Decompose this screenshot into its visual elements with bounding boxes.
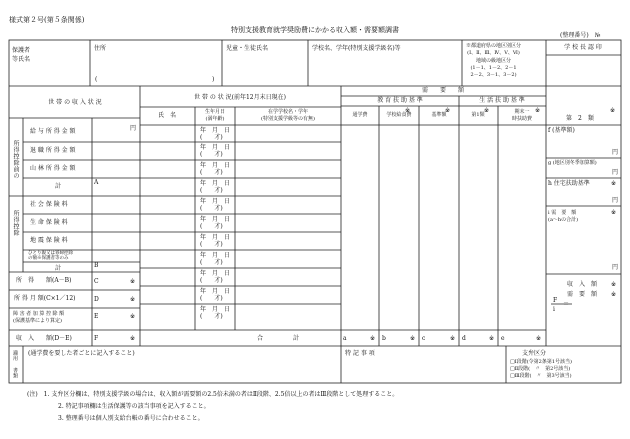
letter-b: B (94, 262, 99, 269)
income-row-forest: 山 林 所 得 金 額 (30, 165, 76, 172)
demand-f-label: f (基準額) (548, 127, 575, 134)
letter-d: D (94, 296, 99, 303)
mark-class1: ※ (484, 107, 490, 114)
demand-heading: 需 要 額 (421, 87, 465, 94)
letter-c: C (94, 278, 99, 285)
income-heading: 世 帯 の 収 入 状 況 (48, 99, 102, 106)
ratio-demand-label: 需 要 額 (567, 291, 598, 298)
region-classification-note: ※都道府県の地区別区分 (Ⅰ、Ⅱ、Ⅲ、Ⅳ、Ⅴ、Ⅵ) 地域の級地区分 (1－1、1－2、2－1 2－2、3－1、3－2) (466, 43, 522, 78)
support-stage-2: □Ⅱ段階( 〃 第2号該当) (510, 366, 571, 372)
demand-col-class2: 第 2 類 (566, 115, 594, 122)
ratio-f: F (553, 297, 558, 304)
mark-ratio-demand: ※ (611, 291, 617, 298)
mark-standard: ※ (445, 107, 451, 114)
yen-unit-f: 円 (612, 149, 619, 156)
mark-d-demand: ※ (489, 335, 495, 342)
student-name-label: 児童・生徒氏名 (226, 45, 269, 52)
mark-i: ※ (611, 209, 617, 216)
income-row-life-insurance: 生 命 保 険 料 (30, 219, 68, 226)
household-total: 合 計 (256, 335, 300, 342)
mark-f: ※ (130, 335, 136, 342)
household-school-header: 在学学校名・学年 (特別支援学級等の有無) (261, 109, 315, 122)
demand-education: 教 育 扶 助 基 準 (377, 97, 423, 104)
address-paren-close: ) (212, 76, 215, 83)
income-row-salary: 給 与 所 得 金 額 (30, 128, 76, 135)
household-age-5: ( 才) (200, 223, 223, 230)
letter-a: A (94, 179, 99, 186)
household-birth-date-1: 年 月 日 (200, 144, 231, 151)
mark-d: ※ (130, 296, 136, 303)
demand-col-term-end: 期末一 時扶助費 (511, 109, 533, 122)
household-name-header: 氏 名 (157, 112, 177, 119)
household-birth-date-7: 年 月 日 (200, 252, 231, 259)
letter-d-demand: d (462, 335, 466, 342)
household-age-8: ( 才) (200, 277, 223, 284)
yen-unit-g: 円 (612, 169, 619, 176)
demand-col-commute: 通学費 (352, 112, 368, 118)
income-group-deduction: 所得控除 (12, 210, 19, 236)
form-title: 特別支援教育就学奨励費にかかる収入額・需要額調書 (231, 26, 399, 34)
household-age-10: ( 才) (200, 313, 223, 320)
calc-row-income: 所 得 額(A－B) (16, 277, 72, 284)
note-1: (注) 1. 支弁区分欄は、特別支援学級の場合は、収入額が需要額の2.5倍未満の者はⅡ段階、2.5倍以上の者はⅢ段階として処理すること。 (27, 391, 399, 398)
mark-c-demand: ※ (450, 335, 456, 342)
letter-b-demand: b (382, 335, 386, 342)
household-birth-header: 生年月日 (満年齢) (204, 109, 226, 122)
letter-c-demand: c (422, 335, 426, 342)
mark-term-end: ※ (535, 107, 541, 114)
support-classification-title: 支弁区分 (522, 350, 547, 357)
mark-e: ※ (130, 313, 136, 320)
letter-a-demand: a (343, 335, 347, 342)
mark-lunch: ※ (405, 107, 411, 114)
address-label: 住所 (94, 45, 107, 52)
school-label: 学校名、学年(特別支援学級名)等 (312, 45, 401, 52)
income-row-subtotal-b: 計 (55, 265, 62, 272)
principal-seal-label: 学 校 長 認 印 (564, 44, 602, 51)
household-age-7: ( 才) (200, 259, 223, 266)
demand-living: 生 活 扶 助 基 準 (479, 97, 525, 104)
remarks-label: 適用 書類 (12, 350, 18, 379)
household-birth-date-2: 年 月 日 (200, 162, 231, 169)
household-age-3: ( 才) (200, 187, 223, 194)
mark-class2: ※ (610, 107, 616, 114)
income-row-subtotal-a: 計 (55, 183, 62, 190)
household-birth-date-6: 年 月 日 (200, 234, 231, 241)
address-paren-open: ( (95, 76, 98, 83)
income-row-retirement: 退 職 所 得 金 額 (30, 147, 76, 154)
calc-row-earnings: 収 入 額(D－E) (16, 335, 72, 342)
mark-c: ※ (130, 278, 136, 285)
guardian-name-label: 保護者 等氏名 (12, 47, 31, 63)
household-age-4: ( 才) (200, 205, 223, 212)
household-birth-date-3: 年 月 日 (200, 180, 231, 187)
household-birth-date-10: 年 月 日 (200, 306, 231, 313)
support-stage-3: □Ⅲ段階( 〃 第3号該当) (510, 373, 572, 379)
mark-a: ※ (370, 335, 376, 342)
form-number: 様式第２号(第５条関係) (9, 16, 85, 24)
household-age-0: ( 才) (200, 134, 223, 141)
mark-ratio-income: ※ (611, 281, 617, 288)
reference-number-label: (整理番号) № (560, 32, 601, 39)
calc-row-disability: 障 害 者 加 算 控 除 額 (保護基準により算定) (13, 311, 65, 324)
mark-b: ※ (410, 335, 416, 342)
remarks-text: (通学費を要した者ごとに記入すること) (28, 350, 135, 357)
household-age-6: ( 才) (200, 241, 223, 248)
demand-col-standard: 基準額 (431, 112, 447, 118)
income-row-earthquake-insurance: 地 震 保 険 料 (30, 237, 68, 244)
household-birth-date-4: 年 月 日 (200, 198, 231, 205)
note-2: 2. 特記事項欄は生活保護等の該当事項を記入すること。 (58, 403, 210, 410)
mark-e-demand: ※ (536, 335, 542, 342)
household-birth-date-8: 年 月 日 (200, 270, 231, 277)
support-stage-1: □Ⅰ段階(令第2条第1号該当) (510, 359, 572, 365)
letter-e: E (94, 313, 99, 320)
letter-f: F (94, 335, 99, 342)
calc-row-monthly: 所 得 月 額(C×1／12) (14, 295, 76, 302)
yen-unit-i: 円 (612, 264, 619, 271)
letter-e-demand: e (501, 335, 505, 342)
yen-unit-h: 円 (612, 197, 619, 204)
household-birth-date-0: 年 月 日 (200, 127, 231, 134)
demand-i-label: i 需 要 額 (a～hの合計) (548, 210, 579, 223)
household-age-9: ( 才) (200, 295, 223, 302)
household-birth-date-9: 年 月 日 (200, 288, 231, 295)
ratio-income-label: 収 入 額 (567, 281, 598, 288)
ratio-equals: ＝ (563, 301, 570, 308)
demand-g-label: g (地区別冬季加算額) (548, 160, 597, 166)
mark-h: ※ (611, 180, 617, 187)
ratio-i: i (553, 306, 555, 313)
note-3: 3. 整理番号は個人別支給台帳の番号に合わせること。 (58, 415, 204, 422)
household-age-1: ( 才) (200, 151, 223, 158)
income-row-social-insurance: 社 会 保 険 料 (30, 201, 68, 208)
income-group-before-deduction: 所得控除前の (12, 140, 19, 179)
demand-col-class1: 第1類 (471, 112, 485, 118)
special-notes-label: 特 記 事 項 (345, 350, 375, 357)
household-age-2: ( 才) (200, 169, 223, 176)
demand-col-lunch: 学校給食費 (386, 112, 412, 118)
household-birth-date-5: 年 月 日 (200, 216, 231, 223)
yen-unit: 円 (130, 125, 137, 132)
income-row-single-parent: ひとり親又は寡婦控除 の額※保護者等のみ (28, 251, 73, 262)
demand-h-label: h 住宅扶助基準 (548, 180, 590, 187)
household-heading: 世 帯 の 状 況(前年12月末日現在) (194, 94, 286, 101)
